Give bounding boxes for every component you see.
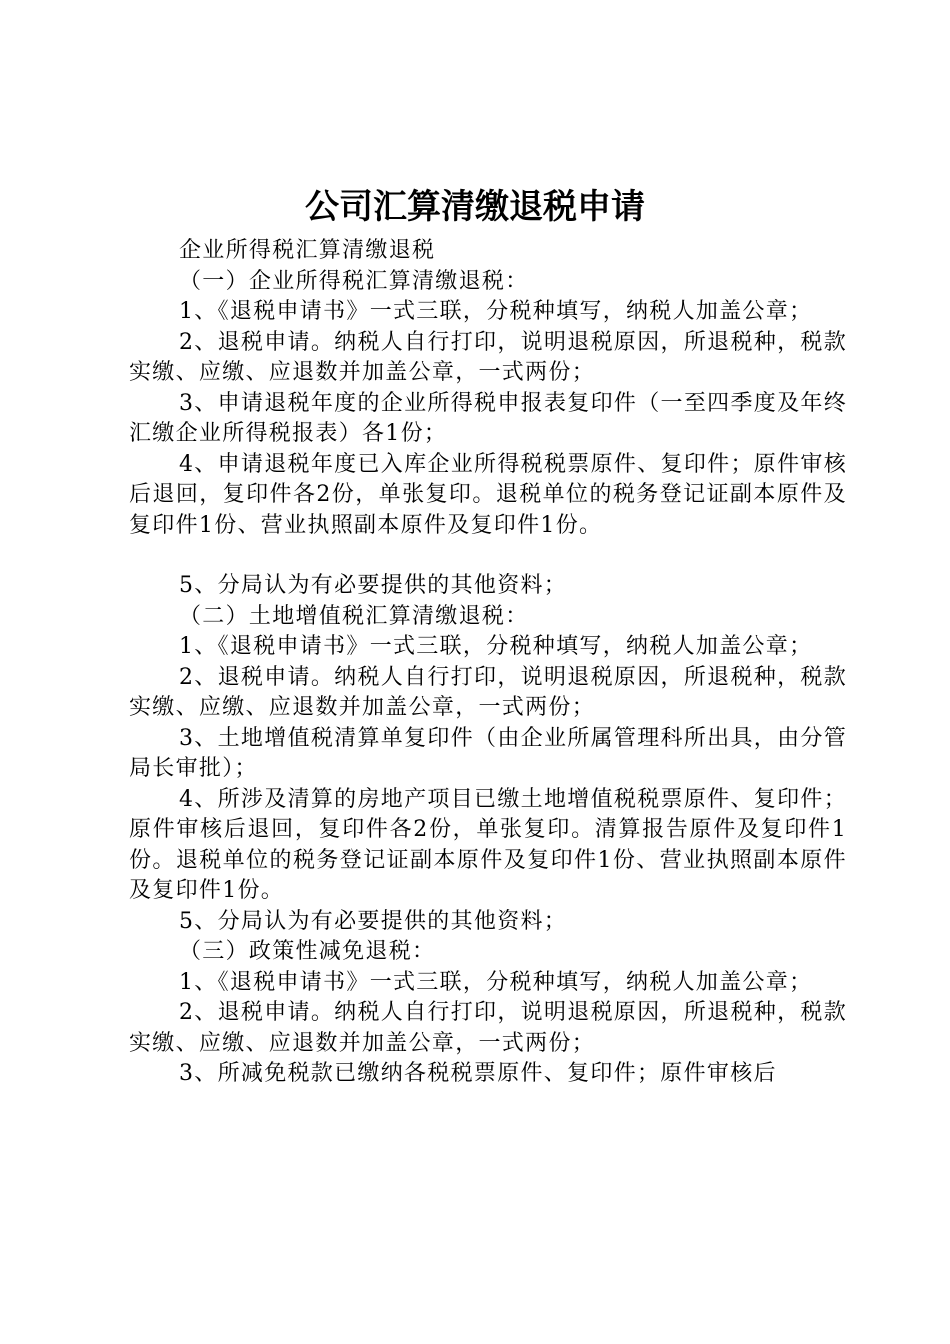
paragraph: 2、退税申请。纳税人自行打印，说明退税原因，所退税种，税款实缴、应缴、应退数并加盖公章，一式两份； (129, 329, 847, 385)
paragraph: 4、所涉及清算的房地产项目已缴土地增值税税票原件、复印件；原件审核后退回，复印件各2份，单张复印。清算报告原件及复印件1份。退税单位的税务登记证副本原件及复印件1份、营业执照副本原件及复印件1份。 (129, 786, 847, 903)
paragraph: 4、申请退税年度已入库企业所得税税票原件、复印件；原件审核后退回，复印件各2份，单张复印。退税单位的税务登记证副本原件及复印件1份、营业执照副本原件及复印件1份。 (129, 451, 847, 538)
paragraph: 3、土地增值税清算单复印件（由企业所属管理科所出具，由分管局长审批）； (129, 725, 847, 781)
paragraph: 2、退税申请。纳税人自行打印，说明退税原因，所退税种，税款实缴、应缴、应退数并加盖公章，一式两份； (129, 1000, 847, 1056)
paragraph: 1、《退税申请书》一式三联，分税种填写，纳税人加盖公章； (179, 634, 813, 659)
paragraph: 5、分局认为有必要提供的其他资料； (179, 908, 568, 934)
section-heading: （二）土地增值税汇算清缴退税： (179, 603, 529, 629)
paragraph: 1、《退税申请书》一式三联，分税种填写，纳税人加盖公章； (179, 299, 813, 324)
paragraph: 3、申请退税年度的企业所得税申报表复印件（一至四季度及年终汇缴企业所得税报表）各1份； (129, 390, 847, 446)
paragraph: 2、退税申请。纳税人自行打印，说明退税原因，所退税种，税款实缴、应缴、应退数并加盖公章，一式两份； (129, 664, 847, 720)
document-body (129, 236, 847, 1090)
paragraph: 企业所得税汇算清缴退税 (179, 238, 436, 263)
paragraph: 3、所减免税款已缴纳各税税票原件、复印件；原件审核后 (179, 1061, 777, 1086)
document-title: 公司汇算清缴退税申请 (305, 187, 645, 227)
section-heading: （三）政策性减免退税： (179, 939, 436, 964)
paragraph: 5、分局认为有必要提供的其他资料； (179, 573, 568, 598)
paragraph: 1、《退税申请书》一式三联，分税种填写，纳税人加盖公章； (179, 969, 813, 995)
section-heading: （一）企业所得税汇算清缴退税： (179, 268, 529, 294)
